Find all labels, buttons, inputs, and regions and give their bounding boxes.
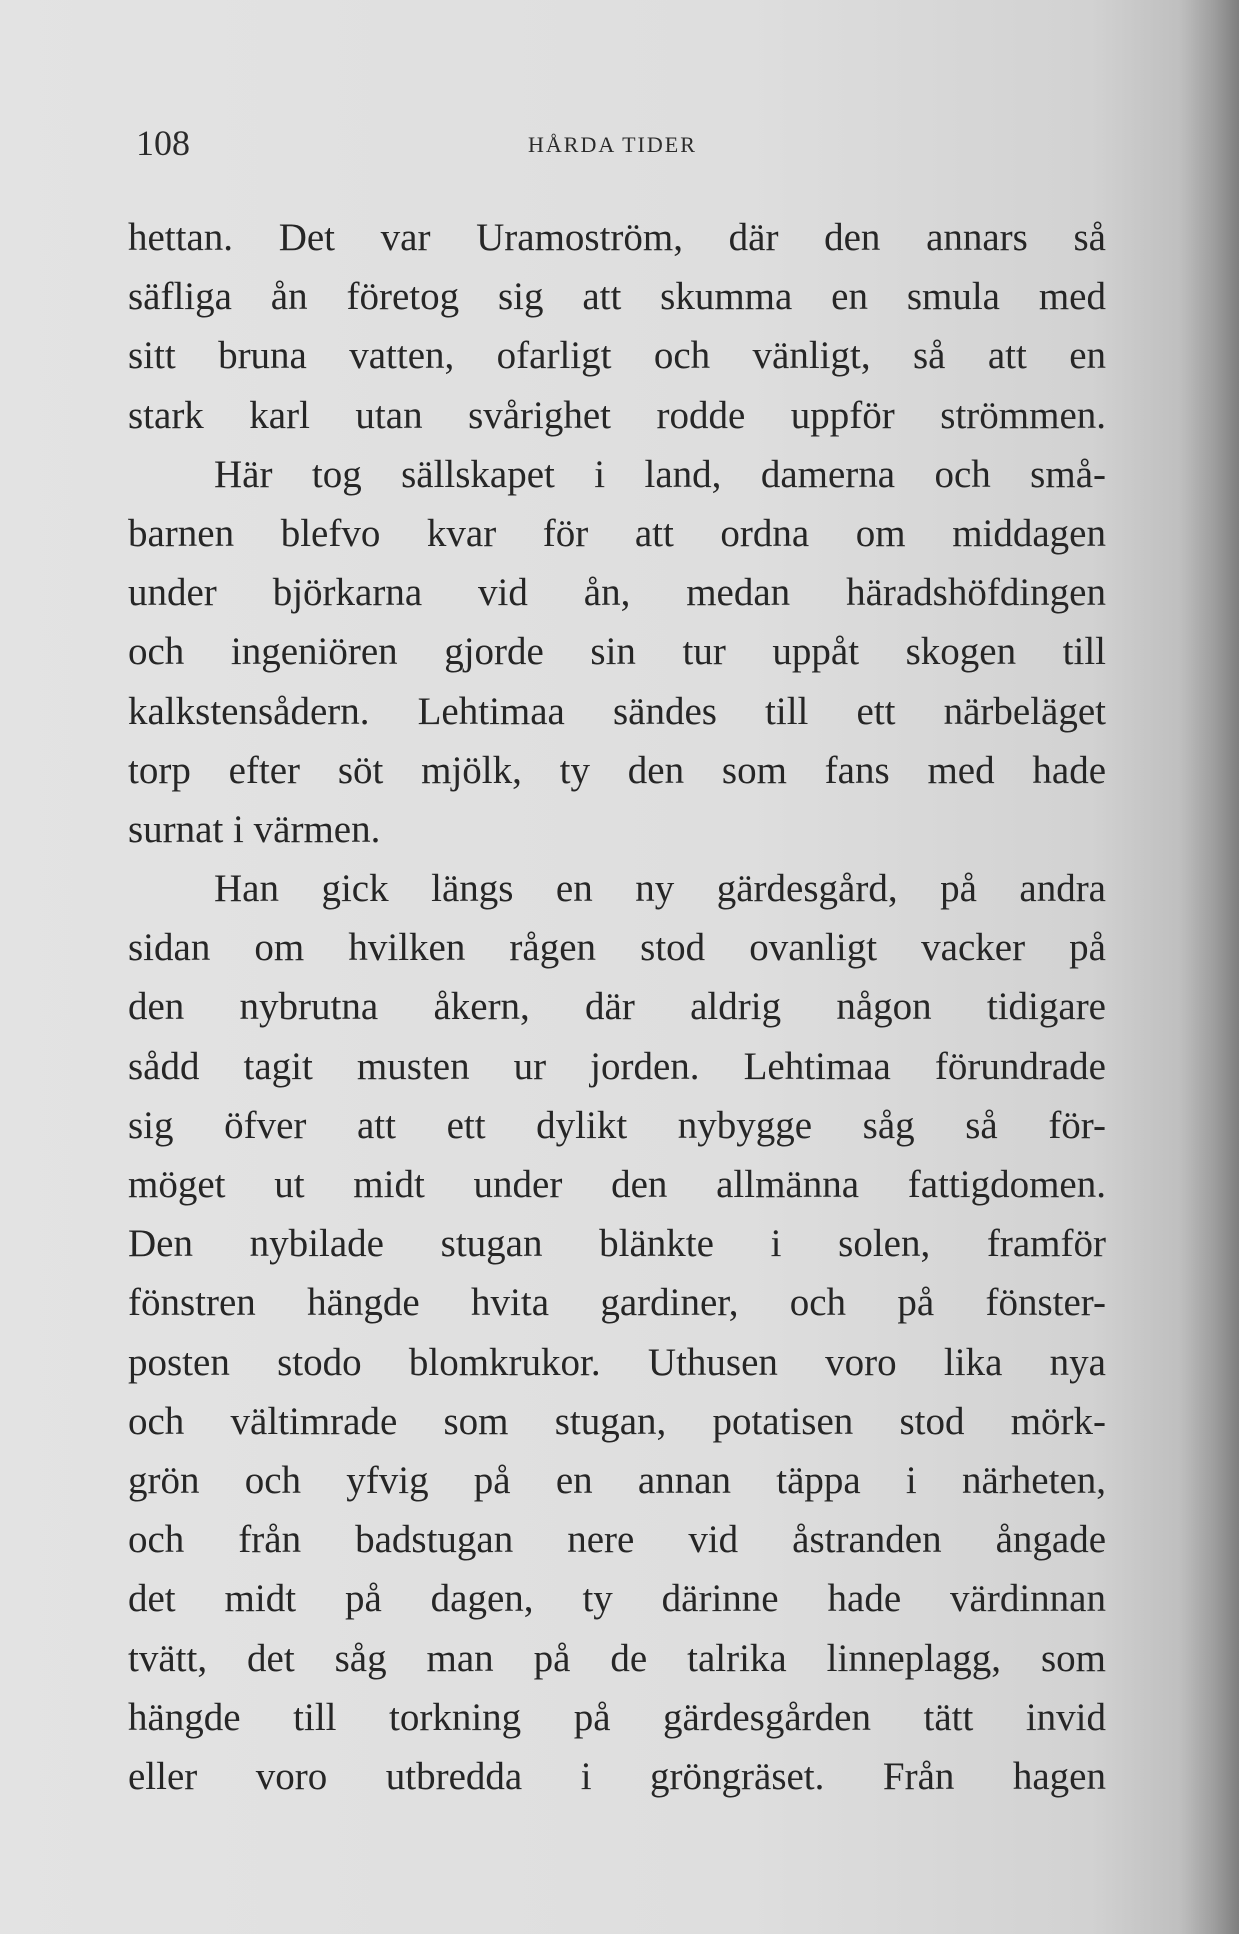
text-line: säfliga ån företog sig att skumma en smula med: [128, 275, 1106, 319]
text-line: kalkstensådern. Lehtimaa sändes till ett närbeläget: [128, 689, 1106, 733]
text-line: och ingeniören gjorde sin tur uppåt skogen till: [128, 630, 1106, 674]
running-head: [128, 122, 1108, 162]
text-line: Han gick längs en ny gärdesgård, på andra: [214, 867, 1106, 911]
text-line: stark karl utan svårighet rodde uppför strömmen.: [128, 393, 1106, 437]
text-line: posten stodo blomkrukor. Uthusen voro lika nya: [128, 1340, 1106, 1384]
text-line: sitt bruna vatten, ofarligt och vänligt, så att en: [128, 334, 1106, 378]
text-line: Den nybilade stugan blänkte i solen, framför: [128, 1222, 1106, 1266]
text-line: och från badstugan nere vid åstranden ångade: [128, 1518, 1106, 1562]
text-line: sådd tagit musten ur jorden. Lehtimaa förundrade: [128, 1044, 1106, 1088]
text-line: grön och yfvig på en annan täppa i närheten,: [128, 1458, 1106, 1502]
page-number: 108: [136, 123, 190, 163]
text-line: tvätt, det såg man på de talrika linneplagg, som: [128, 1636, 1106, 1680]
text-line: sig öfver att ett dylikt nybygge såg så för-: [128, 1103, 1106, 1147]
page-edge-shadow: [1179, 0, 1239, 1934]
text-line: hettan. Det var Uramoström, där den annars så: [128, 216, 1106, 259]
text-line: barnen blefvo kvar för att ordna om middagen: [128, 511, 1106, 555]
text-line: sidan om hvilken rågen stod ovanligt vacker på: [128, 926, 1106, 970]
text-line: eller voro utbredda i gröngräset. Från hagen: [128, 1754, 1106, 1798]
text-line: torp efter söt mjölk, ty den som fans med hade: [128, 748, 1106, 792]
body-text: [128, 208, 1106, 1806]
text-line: och vältimrade som stugan, potatisen stod mörk-: [128, 1399, 1106, 1443]
text-line: under björkarna vid ån, medan häradshöfdingen: [128, 571, 1106, 615]
text-line: fönstren hängde hvita gardiner, och på fönster-: [128, 1281, 1106, 1325]
text-line: det midt på dagen, ty därinne hade värdinnan: [128, 1577, 1106, 1621]
text-line: surnat i värmen.: [128, 807, 381, 851]
text-line: hängde till torkning på gärdesgården tätt invid: [128, 1695, 1106, 1739]
text-line: möget ut midt under den allmänna fattigdomen.: [128, 1163, 1106, 1206]
text-line: den nybrutna åkern, där aldrig någon tidigare: [128, 985, 1106, 1029]
text-line: Här tog sällskapet i land, damerna och små-: [214, 452, 1106, 496]
running-title: HÅRDA TIDER: [528, 132, 697, 157]
